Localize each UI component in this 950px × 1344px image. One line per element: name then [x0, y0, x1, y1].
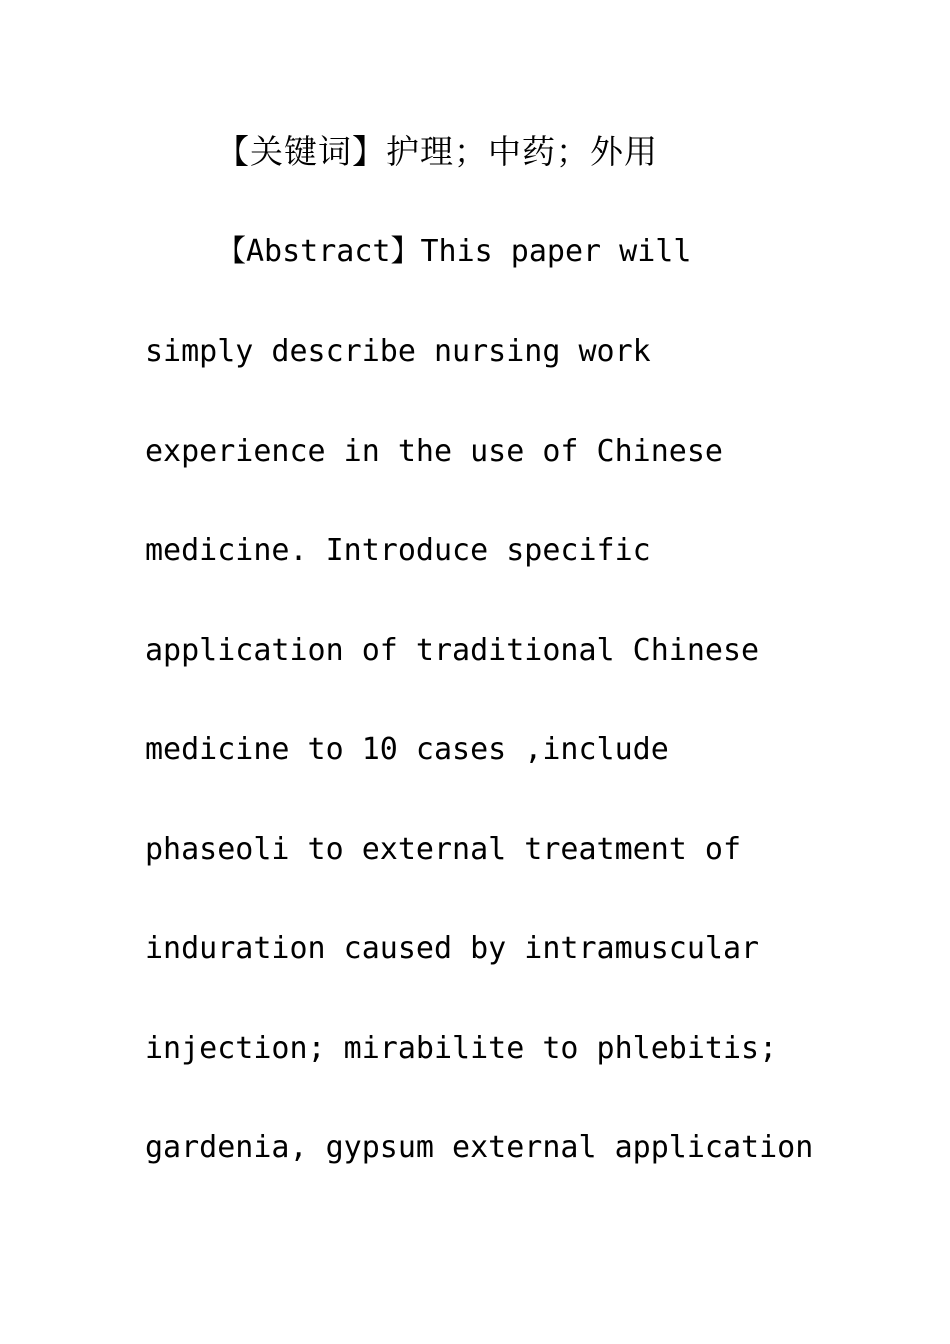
abstract-line: medicine to 10 cases ,include [145, 732, 669, 767]
abstract-line: 【Abstract】This paper will [216, 234, 692, 269]
abstract-line: experience in the use of Chinese [145, 434, 723, 469]
abstract-line: gardenia, gypsum external application [145, 1130, 814, 1165]
abstract-line: medicine. Introduce specific [145, 533, 651, 568]
abstract-line: application of traditional Chinese [145, 633, 760, 668]
keywords-line: 【关键词】护理；中药；外用 [216, 132, 658, 171]
abstract-line: simply describe nursing work [145, 334, 651, 369]
abstract-line: injection; mirabilite to phlebitis; [145, 1031, 778, 1066]
abstract-line: phaseoli to external treatment of [145, 832, 742, 867]
abstract-line: induration caused by intramuscular [145, 931, 760, 966]
